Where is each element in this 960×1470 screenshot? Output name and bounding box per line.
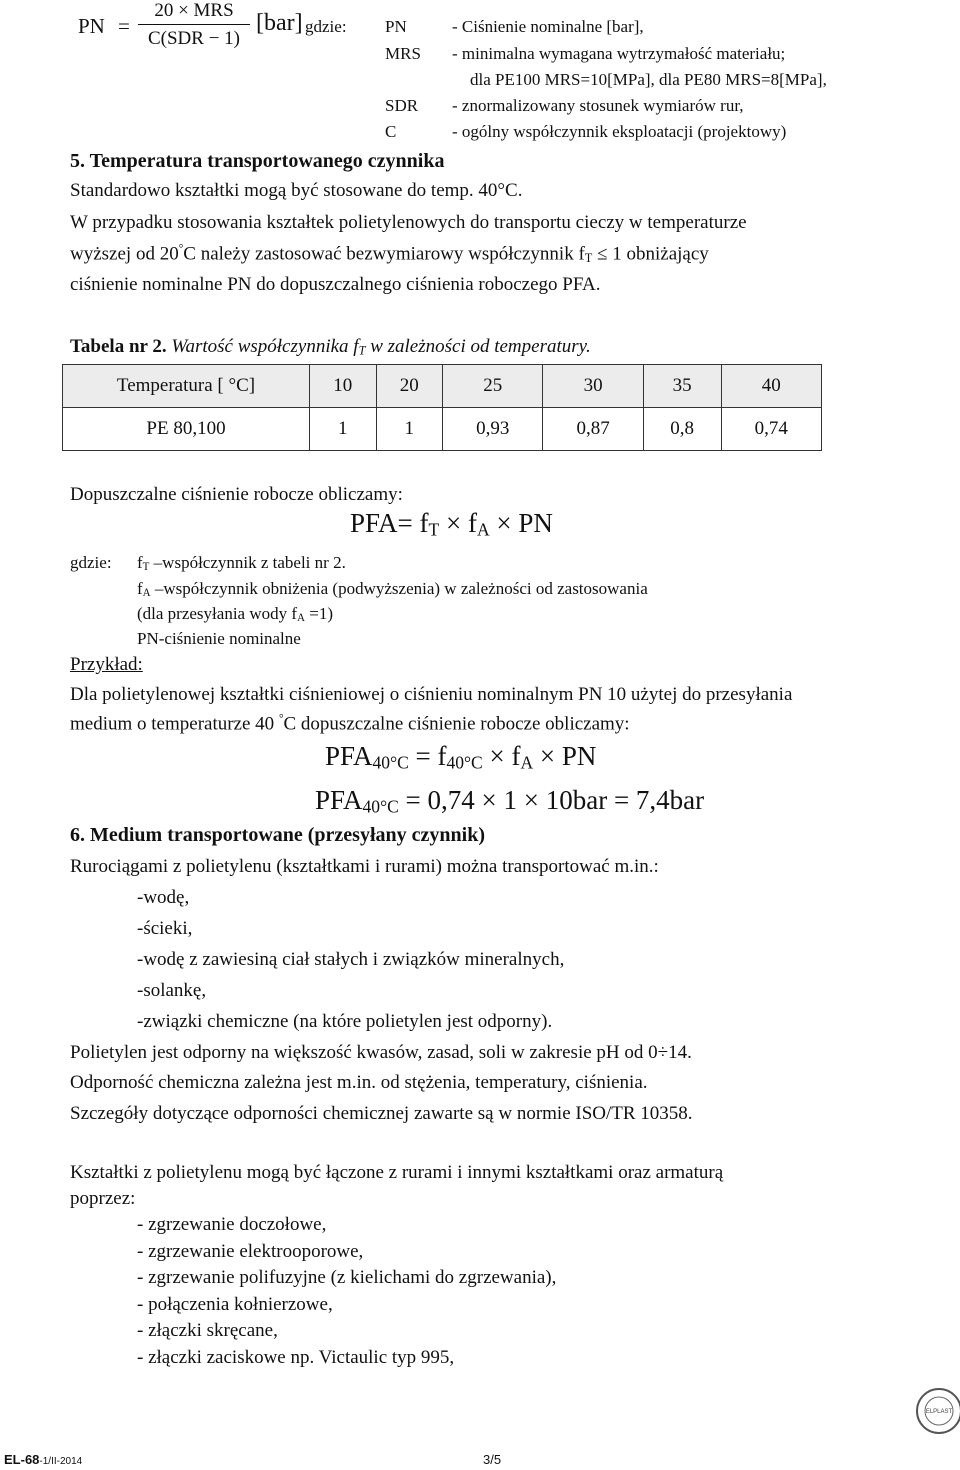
list-item: -wodę, [137,887,190,908]
example-line-2: medium o temperaturze 40 °C dopuszczalne ciśnienie robocze obliczamy: [70,713,630,735]
table-cell: 0,8 [643,408,721,451]
table-row [63,408,822,451]
legend-gdzie: gdzie: [305,17,347,36]
table-header-cell: 35 [643,365,721,408]
pn-formula-lhs: PN [78,14,105,38]
section-5-line-2: W przypadku stosowania kształtek polietylenowych do transportu cieczy w temperaturze [70,212,747,233]
legend-sym-pn: PN [385,17,407,36]
table-2-caption: Tabela nr 2. Wartość współczynnika $f_T$ w zależności od temperatury. [70,336,591,358]
table-header-cell: 20 [376,365,443,408]
section-5-line-1: Standardowo kształtki mogą być stosowane do temp. 40°C. [70,180,523,201]
pfa-intro: Dopuszczalne ciśnienie robocze obliczamy: [70,484,403,505]
list-item: -związki chemiczne (na które polietylen jest odporny). [137,1011,553,1032]
footer-document-code: EL-68-1/II-2014 [4,1452,83,1467]
temperature-factor-table [62,364,822,451]
list-item: - zgrzewanie doczołowe, [137,1214,327,1235]
section-6-paragraph-1: Polietylen jest odporny na większość kwasów, zasad, soli w zakresie pH od 0÷14. [70,1042,692,1063]
example-line-1: Dla polietylenowej kształtki ciśnieniowej o ciśnieniu nominalnym PN 10 użytej do przesyłania [70,684,793,705]
table-header-cell: 25 [443,365,543,408]
section-6-intro: Rurociągami z polietylenu (kształtkami i rurami) można transportować m.in.: [70,856,659,877]
section-5-line-3: wyższej od 20°C należy zastosować bezwymiarowy współczynnik $f_T \le 1$ obniżający [70,243,709,265]
fraction-bar [138,24,250,25]
pfa-formula: $PFA= f_T \times f_A$ × PN [350,508,553,540]
pn-formula-numerator: 20 × MRS [154,0,234,21]
legend-desc-mrs-values: dla PE100 MRS=10[MPa], dla PE80 MRS=8[MPa], [470,70,827,89]
pn-formula-denominator: C(SDR − 1) [147,28,240,49]
section-6-paragraph-2: Odporność chemiczna zależna jest m.in. od stężenia, temperatury, ciśnienia. [70,1072,648,1093]
pfa-def-ft: $f_T$ –współczynnik z tabeli nr 2. [137,553,346,574]
pfa-def-pn: PN-ciśnienie nominalne [137,629,301,648]
legend-desc-sdr: - znormalizowany stosunek wymiarów rur, [452,96,744,115]
svg-text:ELPLAST: ELPLAST [925,1409,953,1415]
company-stamp-logo [916,1388,960,1434]
joining-line-1: Kształtki z polietylenu mogą być łączone z rurami i innymi kształtkami oraz armaturą [70,1162,724,1183]
table-cell: 0,93 [443,408,543,451]
table-header-cell: 10 [310,365,377,408]
list-item: - połączenia kołnierzowe, [137,1294,333,1315]
pn-formula-equals: = [118,14,130,38]
section-5-heading: 5. Temperatura transportowanego czynnika [70,150,445,172]
example-label: Przykład: [70,654,143,675]
list-item: -ścieki, [137,918,193,939]
pfa-gdzie: gdzie: [70,553,112,572]
list-item: - złączki skręcane, [137,1320,278,1341]
table-cell: 0,87 [543,408,643,451]
list-item: - złączki zaciskowe np. Victaulic typ 995, [137,1347,455,1368]
section-6-paragraph-3: Szczegóły dotyczące odporności chemicznej zawarte są w normie ISO/TR 10358. [70,1103,693,1124]
table-cell: 1 [310,408,377,451]
list-item: -solankę, [137,980,207,1001]
list-item: - zgrzewanie elektrooporowe, [137,1241,364,1262]
legend-sym-c: C [385,122,397,141]
legend-desc-c: - ogólny współczynnik eksploatacji (projektowy) [452,122,787,141]
section-5-line-4: ciśnienie nominalne PN do dopuszczalnego ciśnienia roboczego PFA. [70,274,601,295]
legend-sym-sdr: SDR [385,96,419,115]
pn-formula-unit: [bar] [256,10,303,36]
pfa-def-fa: $f_A$ –współczynnik obniżenia (podwyższenia) w zależności od zastosowania [137,579,648,600]
pfa-def-water: (dla przesyłania wody $f_A =1$) [137,604,334,625]
table-cell: 0,74 [721,408,821,451]
footer-page-number: 3/5 [483,1452,502,1467]
table-header-label: Temperatura [ °C] [63,365,310,408]
list-item: -wodę z zawiesiną ciał stałych i związków mineralnych, [137,949,565,970]
section-6-heading: 6. Medium transportowane (przesyłany czynnik) [70,824,485,846]
table-header-cell: 40 [721,365,821,408]
list-item: - zgrzewanie polifuzyjne (z kielichami do zgrzewania), [137,1267,557,1288]
table-header-row [63,365,822,408]
table-row-label: PE 80,100 [63,408,310,451]
example-formula-2: $PFA_{40^\circ C} = 0,74 \times 1 \times 10bar = 7,4bar$ [315,785,705,817]
table-cell: 1 [376,408,443,451]
legend-desc-mrs: - minimalna wymagana wytrzymałość materiału; [452,44,786,63]
table-header-cell: 30 [543,365,643,408]
legend-sym-mrs: MRS [385,44,421,63]
joining-line-2: poprzez: [70,1188,136,1209]
example-formula-1: $PFA_{40^\circ C} = f_{40^\circ C} \times f_A$ × PN [325,741,597,773]
legend-desc-pn: - Ciśnienie nominalne [bar], [452,17,644,36]
